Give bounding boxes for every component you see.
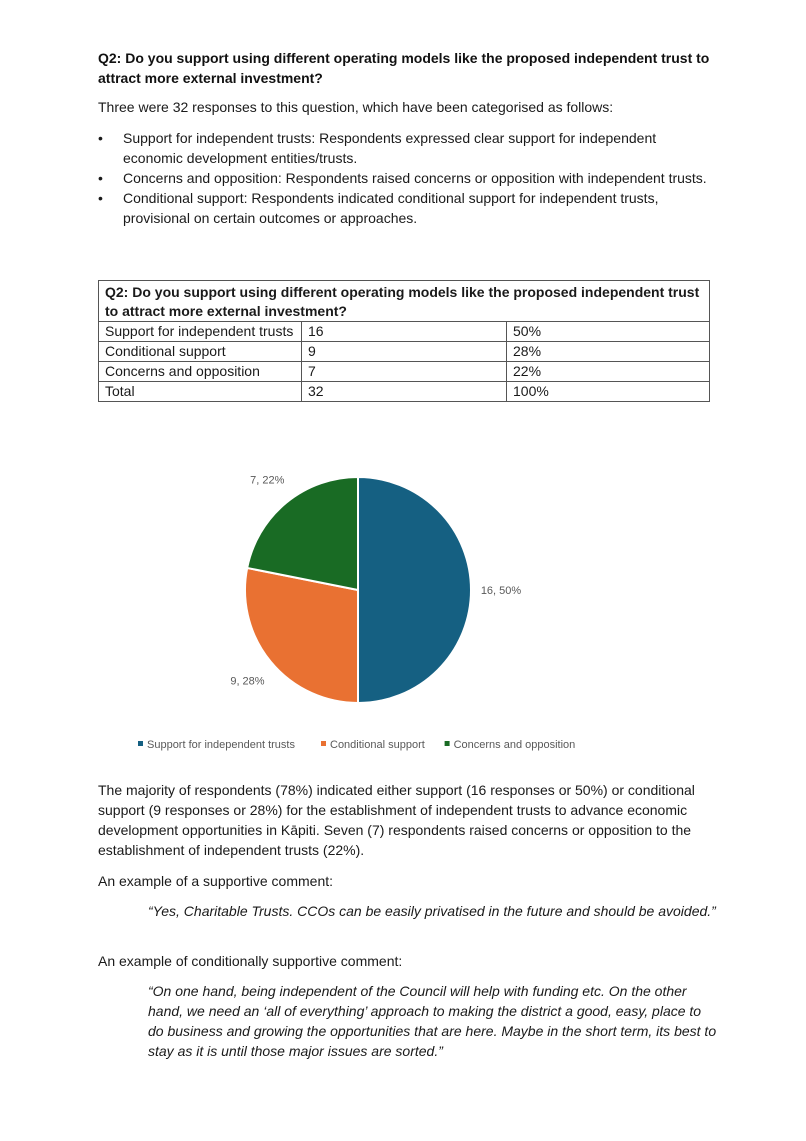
table-header: Q2: Do you support using different operating models like the proposed independent trust to attract more external investment? (99, 281, 710, 322)
table-cell: Concerns and opposition (99, 362, 302, 382)
category-list (98, 128, 718, 228)
intro-paragraph: Three were 32 responses to this question, which have been categorised as follows: (98, 99, 614, 115)
responses-table (98, 280, 710, 402)
data-label: 9, 28% (230, 675, 265, 688)
table-cell: 50% (507, 322, 710, 342)
legend-entry: Concerns and opposition (453, 739, 576, 751)
table-row (99, 322, 710, 342)
table-cell: 22% (507, 362, 710, 382)
list-item: • Support for independent trusts: Respondents expressed clear support for independent economic development entities/trusts. (98, 128, 718, 168)
legend-entry: Conditional support (330, 739, 425, 751)
question-heading: Q2: Do you support using different operating models like the proposed independent trust to attract more external investment? (98, 50, 710, 86)
supportive-quote: “Yes, Charitable Trusts. CCOs can be easily privatised in the future and should be avoided.” (148, 903, 716, 919)
legend-entry: Support for independent trusts (147, 739, 295, 751)
table-cell: 32 (302, 382, 507, 402)
table-cell: 7 (302, 362, 507, 382)
data-label: 16, 50% (480, 585, 522, 597)
table-row (99, 382, 710, 402)
pie-slice (358, 477, 471, 703)
table-cell: 16 (302, 322, 507, 342)
list-item: • Conditional support: Respondents indicated conditional support for independent trusts, provisional on certain outcomes or approaches. (98, 188, 718, 228)
legend-marker (138, 741, 143, 746)
table-row (99, 362, 710, 382)
data-label: 7, 22% (250, 474, 285, 487)
legend-marker (445, 741, 450, 746)
table-cell: 28% (507, 342, 710, 362)
table-cell: 9 (302, 342, 507, 362)
conditional-quote: “On one hand, being independent of the Council will help with funding etc. On the other hand, we need an ‘all of everything’ approach to making the district a good, easy, place to do business and growing the opportunities that are here. Maybe in the short term, its best to stay as it is until those major issues are sorted.” (148, 983, 717, 1059)
table-cell: Total (99, 382, 302, 402)
pie-chart (98, 450, 710, 770)
summary-paragraph: The majority of respondents (78%) indicated either support (16 responses or 50%) or conditional support (9 responses or 28%) for the establishment of independent trusts to advance economic development opportunities in Kāpiti. Seven (7) respondents raised concerns or opposition to the establishment of independent trusts (22%). (98, 782, 695, 858)
example-label: An example of conditionally supportive comment: (98, 953, 403, 969)
table-cell: Support for independent trusts (99, 322, 302, 342)
table-cell: 100% (507, 382, 710, 402)
legend-marker (321, 741, 326, 746)
list-item: • Concerns and opposition: Respondents raised concerns or opposition with independent trusts. (98, 168, 718, 188)
table-row (99, 342, 710, 362)
table-cell: Conditional support (99, 342, 302, 362)
example-label: An example of a supportive comment: (98, 873, 334, 889)
